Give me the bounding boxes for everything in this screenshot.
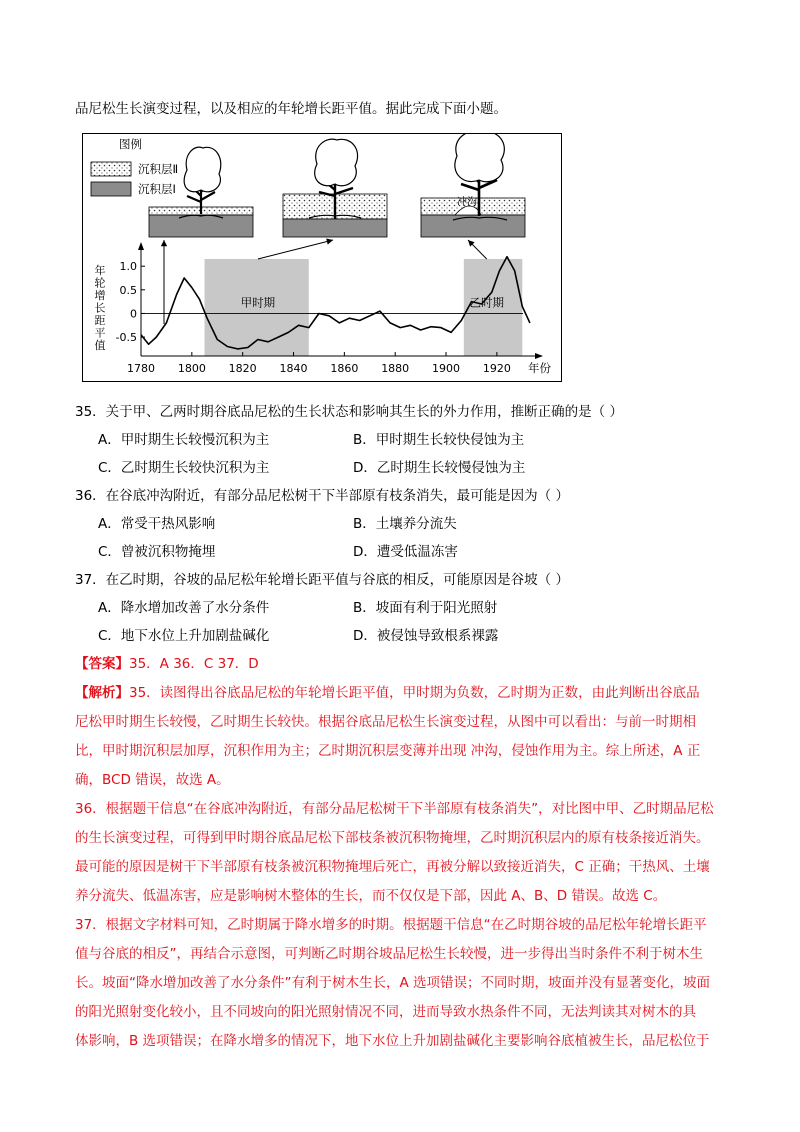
x-tick-label-1: 1800 <box>177 362 206 375</box>
answer-line <box>75 652 259 672</box>
analysis-line-4: 36．根据题干信息“在谷底冲沟附近，有部分品尼松树干下半部原有枝条消失”，对比图中甲、乙时期品尼松 <box>75 801 714 817</box>
legend-title: 图例 <box>119 137 142 151</box>
figure-svg <box>83 134 561 381</box>
answer-text: 35．A 36．C 37．D <box>129 656 259 672</box>
x-tick-label-2: 1820 <box>228 362 257 375</box>
analysis-line-3: 确，BCD 错误，故选 A。 <box>75 772 230 788</box>
analysis-line-2: 比，甲时期沉积层加厚，沉积作用为主；乙时期沉积层变薄并出现 冲沟，侵蚀作用为主。综上所述，A 正 <box>75 743 701 759</box>
arrow-period-a-head <box>326 238 333 244</box>
analysis-line-1: 尼松甲时期生长较慢，乙时期生长较快。根据谷底品尼松生长演变过程，从图中可以看出：与前一时期相 <box>75 714 696 730</box>
x-tick-label-5: 1880 <box>381 362 410 375</box>
analysis-line-11: 的阳光照射变化较小，且不同坡向的阳光照射情况不同，进而导致水热条件不同，无法判读其对树木的具 <box>75 1004 696 1020</box>
legend-swatch-layer1 <box>91 182 131 196</box>
x-tick-label-0: 1780 <box>127 362 155 375</box>
period-b-label: 乙时期 <box>469 295 504 310</box>
q36-option-c: C．曾被沉积物掩埋 <box>98 544 216 560</box>
y-axis-label-char-5: 平 <box>94 326 106 340</box>
q35-option-a: A．甲时期生长较慢沉积为主 <box>98 432 270 448</box>
y-axis-label-char-2: 增 <box>94 289 106 302</box>
intro-text: 品尼松生长演变过程，以及相应的年轮增长距平值。据此完成下面小题。 <box>75 101 507 117</box>
y-tick-label-1: 0.5 <box>119 283 137 297</box>
period-a-label: 甲时期 <box>240 295 276 310</box>
q35-option-c: C．乙时期生长较快沉积为主 <box>98 460 270 476</box>
question-37-stem: 37．在乙时期，谷坡的品尼松年轮增长距平值与谷底的相反，可能原因是谷坡（ ） <box>75 572 569 588</box>
analysis-line-0: 【解析】35．读图得出谷底品尼松的年轮增长距平值，甲时期为负数，乙时期为正数，由此判断出谷底品 <box>75 685 700 701</box>
y-axis-label-char-1: 轮 <box>94 276 106 290</box>
analysis-line-9: 值与谷底的相反”，再结合示意图，可判断乙时期谷坡品尼松生长较慢，进一步得出当时条件不利于树木生 <box>75 946 703 962</box>
y-axis-label-char-3: 长 <box>94 301 106 315</box>
y-axis-label-char-0: 年 <box>94 264 106 277</box>
x-tick-label-3: 1840 <box>279 362 308 375</box>
analysis-line-8: 37．根据文字材料可知，乙时期属于降水增多的时期。根据题干信息“在乙时期谷坡的品尼松年轮增长距平 <box>75 917 707 933</box>
q37-option-d: D．被侵蚀导致根系裸露 <box>353 628 499 644</box>
gully-label: 冲沟 <box>457 197 477 208</box>
arrow-initial-head <box>161 240 167 246</box>
q36-option-d: D．遭受低温冻害 <box>353 544 458 560</box>
legend-label-layer1: 沉积层Ⅰ <box>138 182 176 196</box>
analysis-tag: 【解析】 <box>75 685 129 701</box>
arrow-period-a <box>258 240 333 259</box>
legend-swatch-layer2 <box>91 162 131 176</box>
analysis-line-10: 长。坡面“降水增加改善了水分条件”有利于树木生长，A 选项错误；不同时期，坡面并没有显著变化，坡面 <box>75 975 711 991</box>
q35-option-d: D．乙时期生长较慢侵蚀为主 <box>353 460 526 476</box>
q37-option-a: A．降水增加改善了水分条件 <box>98 600 270 616</box>
answer-tag: 【答案】 <box>75 656 129 672</box>
q36-option-a: A．常受干热风影响 <box>98 516 216 532</box>
analysis-line-5: 的生长演变过程，可得到甲时期谷底品尼松下部枝条被沉积物掩埋，乙时期沉积层内的原有枝条接近消失。 <box>75 830 710 846</box>
legend-label-layer2: 沉积层Ⅱ <box>138 162 179 176</box>
y-axis-arrow <box>138 242 144 250</box>
analysis-line-7: 养分流失、低温冻害，应是影响树木整体的生长，而不仅仅是下部，因此 A、B、D 错误。故选 C。 <box>75 888 667 904</box>
q35-option-b: B．甲时期生长较快侵蚀为主 <box>353 432 525 448</box>
question-35-stem: 35．关于甲、乙两时期谷底品尼松的生长状态和影响其生长的外力作用，推断正确的是（ ） <box>75 404 623 420</box>
y-tick-label-3: -0.5 <box>115 331 137 345</box>
q37-option-c: C．地下水位上升加剧盐碱化 <box>98 628 270 644</box>
analysis-line-12: 体影响，B 选项错误；在降水增多的情况下，地下水位上升加剧盐碱化主要影响谷底植被生长，品尼松位于 <box>75 1033 710 1049</box>
analysis-line-6: 最可能的原因是树干下半部原有枝条被沉积物掩埋后死亡，再被分解以致接近消失，C 正确；干热风、土壤 <box>75 859 710 875</box>
x-tick-label-4: 1860 <box>330 362 359 375</box>
x-tick-label-7: 1920 <box>482 362 511 375</box>
scene-period-b <box>421 134 525 237</box>
figure-box <box>82 133 562 382</box>
scene-period-a <box>283 139 387 237</box>
q36-option-b: B．土壤养分流失 <box>353 516 457 532</box>
x-tick-label-6: 1900 <box>432 362 461 375</box>
x-axis-arrow <box>535 353 543 359</box>
q37-option-b: B．坡面有利于阳光照射 <box>353 600 498 616</box>
y-tick-label-0: 1.0 <box>119 260 137 274</box>
question-36-stem: 36．在谷底冲沟附近，有部分品尼松树干下半部原有枝条消失，最可能是因为（ ） <box>75 488 569 504</box>
y-tick-label-2: 0 <box>130 307 137 321</box>
x-axis-label: 年份 <box>528 361 551 375</box>
y-axis-label-char-6: 值 <box>94 339 106 352</box>
y-axis-label-char-4: 距 <box>94 314 106 327</box>
